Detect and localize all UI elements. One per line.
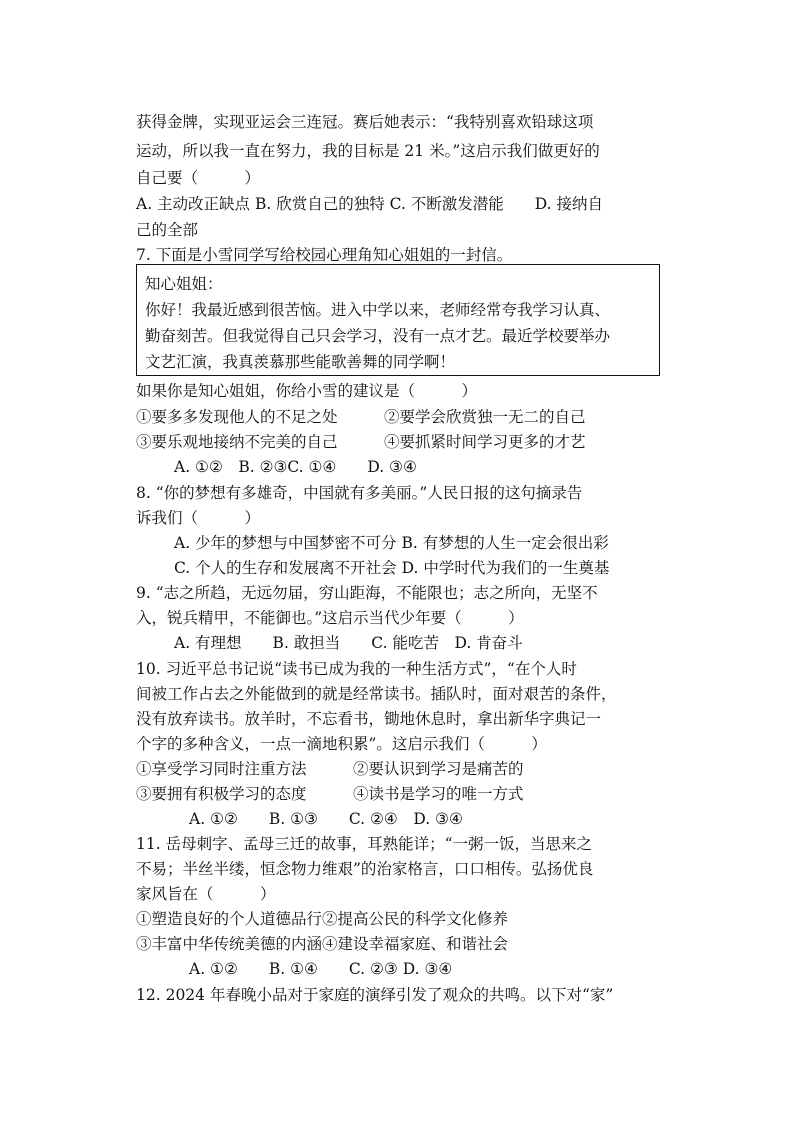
q8-options-line-2: C. 个人的生存和发展离不开社会 D. 中学时代为我们的一生奠基 <box>174 559 610 577</box>
q7-question: 如果你是知心姐姐，你给小雪的建议是（ ） <box>136 382 478 400</box>
q6-options-line-2: 己的全部 <box>136 221 199 239</box>
letter-line-1: 你好！我最近感到很苦恼。进入中学以来，老师经常夸我学习认真、 <box>145 301 611 319</box>
q10-items-line-2: ③要拥有积极学习的态度 ④读书是学习的唯一方式 <box>136 785 524 803</box>
letter-salutation: 知心姐姐： <box>145 275 223 293</box>
q8-stem-line-1: 8. “你的梦想有多雄奇，中国就有多美丽。”人民日报的这句摘录告 <box>136 484 583 502</box>
q6-line-1: 获得金牌，实现亚运会三连冠。赛后她表示：“我特别喜欢铅球这项 <box>136 113 594 131</box>
q11-items-line-1: ①塑造良好的个人道德品行②提高公民的科学文化修养 <box>136 910 509 928</box>
q10-stem-line-4: 个字的多种含义，一点一滴地积累”。这启示我们（ ） <box>136 735 547 753</box>
q9-options: A. 有理想 B. 敢担当 C. 能吃苦 D. 肯奋斗 <box>174 634 523 652</box>
q6-line-3: 自己要（ ） <box>136 169 261 187</box>
q7-stem: 7. 下面是小雪同学写给校园心理角知心姐姐的一封信。 <box>136 246 513 264</box>
q7-options: A. ①② B. ②③C. ①④ D. ③④ <box>174 458 417 476</box>
letter-line-2: 勤奋刻苦。但我觉得自己只会学习，没有一点才艺。最近学校要举办 <box>145 327 611 345</box>
q10-options: A. ①② B. ①③ C. ②④ D. ③④ <box>189 810 463 828</box>
q10-stem-line-1: 10. 习近平总书记说“读书已成为我的一种生活方式”，“在个人时 <box>136 660 577 678</box>
q11-stem-line-1: 11. 岳母刺字、孟母三迁的故事，耳熟能详；“一粥一饭，当思来之 <box>136 835 593 853</box>
q12-stem: 12. 2024 年春晚小品对于家庭的演绎引发了观众的共鸣。以下对“家” <box>136 986 614 1004</box>
q9-stem-line-2: 入，锐兵精甲，不能御也。”这启示当代少年要（ ） <box>136 609 524 627</box>
q7-items-line-1: ①要多多发现他人的不足之处 ②要学会欣赏独一无二的自己 <box>136 408 586 426</box>
q10-stem-line-3: 没有放弃读书。放羊时，不忘看书，锄地休息时，拿出新华字典记一 <box>136 710 602 728</box>
q8-stem-line-2: 诉我们（ ） <box>136 509 261 527</box>
q9-stem-line-1: 9. “志之所趋，无远勿届，穷山距海，不能限也；志之所向，无坚不 <box>136 584 598 602</box>
q10-stem-line-2: 间被工作占去之外能做到的就是经常读书。插队时，面对艰苦的条件， <box>136 685 617 703</box>
letter-line-3: 文艺汇演，我真羡慕那些能歌善舞的同学啊！ <box>145 353 456 371</box>
q11-stem-line-3: 家风旨在（ ） <box>136 885 276 903</box>
q11-stem-line-2: 不易；半丝半缕，恒念物力维艰”的治家格言，口口相传。弘扬优良 <box>136 860 594 878</box>
q11-options: A. ①② B. ①④ C. ②③ D. ③④ <box>189 960 453 978</box>
q6-options-line-1: A. 主动改正缺点 B. 欣赏自己的独特 C. 不断激发潜能 D. 接纳自 <box>136 195 604 213</box>
q8-options-line-1: A. 少年的梦想与中国梦密不可分 B. 有梦想的人生一定会很出彩 <box>174 534 609 552</box>
q11-items-line-2: ③丰富中华传统美德的内涵④建设幸福家庭、和谐社会 <box>136 935 509 953</box>
q7-items-line-2: ③要乐观地接纳不完美的自己 ④要抓紧时间学习更多的才艺 <box>136 433 586 451</box>
q6-line-2: 运动，所以我一直在努力，我的目标是 21 米。”这启示我们做更好的 <box>136 142 600 160</box>
q10-items-line-1: ①享受学习同时注重方法 ②要认识到学习是痛苦的 <box>136 760 524 778</box>
